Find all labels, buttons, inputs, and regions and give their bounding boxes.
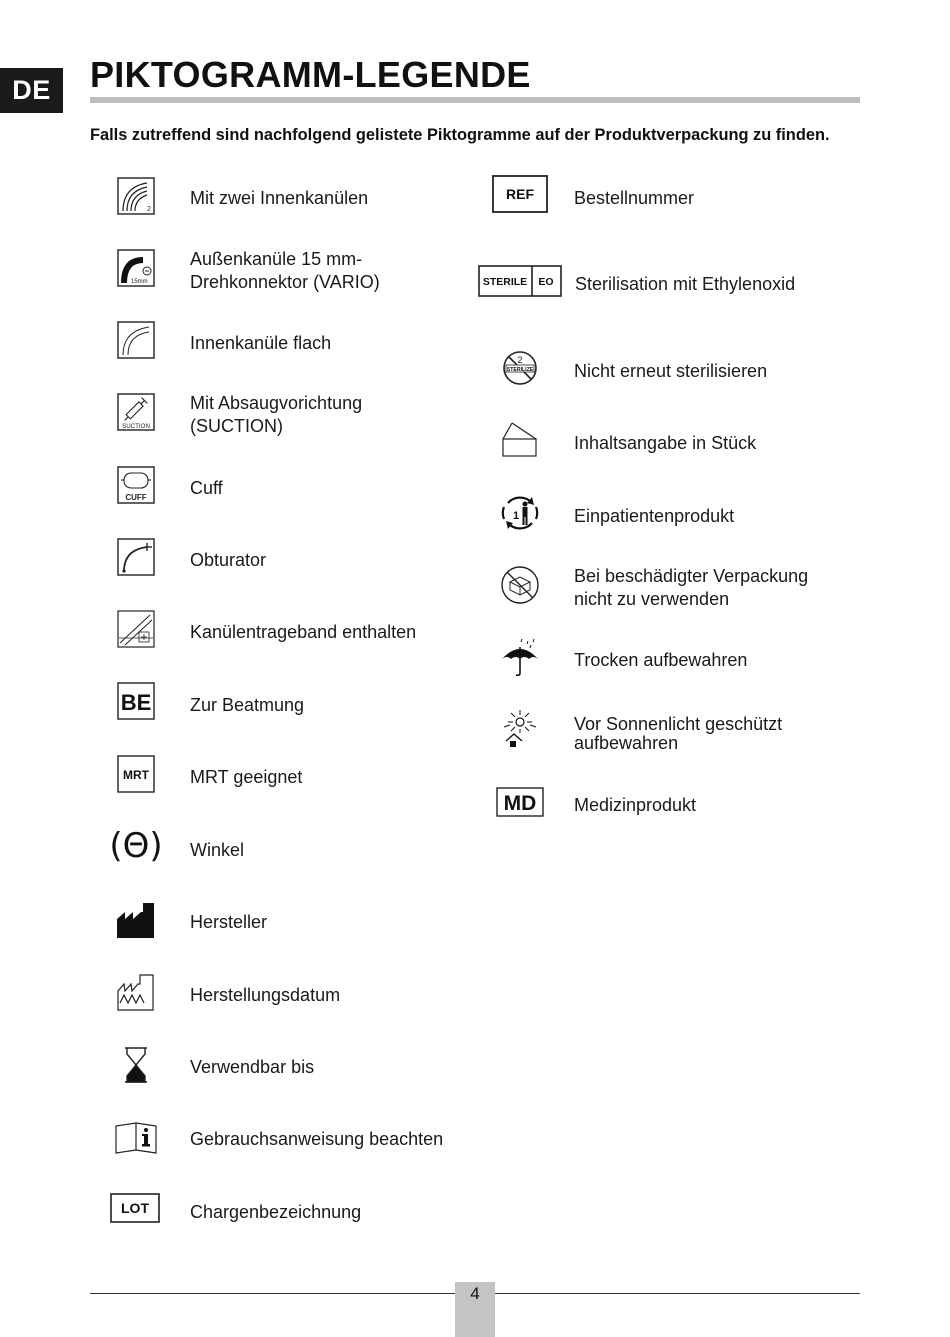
svg-text:REF: REF [506, 186, 534, 202]
two-inner-cannulas-icon [117, 177, 155, 215]
legend-label: Kanülentrageband enthalten [190, 622, 417, 642]
legend-label: Innenkanüle flach [190, 333, 332, 353]
svg-text:LOT: LOT [121, 1200, 149, 1216]
legend-label-line: Drehkonnektor (VARIO) [190, 272, 380, 292]
obturator-icon [117, 538, 155, 576]
legend-label: Cuff [190, 478, 223, 498]
use-by-icon [117, 1046, 155, 1084]
instructions-icon [114, 1120, 158, 1156]
legend-label: Bestellnummer [574, 188, 695, 208]
svg-text:BE: BE [120, 690, 152, 715]
svg-text:1: 1 [512, 510, 520, 522]
svg-text:SUCTION: SUCTION [122, 423, 150, 430]
ref-icon [492, 175, 548, 213]
footer-rule-right [495, 1293, 860, 1294]
ventilation-be-icon [117, 682, 155, 720]
legend-label-line: (SUCTION) [190, 416, 283, 436]
outer-cannula-vario-icon [117, 249, 155, 287]
legend-label: Medizinprodukt [574, 795, 697, 815]
legend-label-line: Vor Sonnenlicht geschützt [574, 714, 783, 734]
svg-text:STERILIZE: STERILIZE [506, 367, 534, 373]
legend-label: Sterilisation mit Ethylenoxid [575, 274, 796, 294]
manufacturing-date-icon [117, 973, 155, 1011]
legend-label [190, 248, 380, 294]
legend-label: Hersteller [190, 912, 268, 932]
legend-label: Einpatientenprodukt [574, 506, 735, 526]
legend-label: Chargenbezeichnung [190, 1202, 362, 1222]
damaged-package-icon [500, 565, 540, 605]
legend-label: Inhaltsangabe in Stück [574, 433, 757, 453]
legend-label: Herstellungsdatum [190, 985, 341, 1005]
legend-label-line: aufbewahren [574, 733, 679, 753]
content-quantity-icon [500, 421, 540, 459]
footer-rule-left [90, 1293, 455, 1294]
angle-icon: (Θ) [109, 826, 163, 866]
svg-text:15mm: 15mm [131, 279, 148, 285]
legend-label [574, 715, 782, 753]
medical-device-icon [496, 787, 544, 817]
cannula-strap-icon [117, 610, 155, 648]
suction-icon [117, 393, 155, 431]
legend-label: Nicht erneut sterilisieren [574, 361, 768, 381]
intro-text: Falls zutreffend sind nachfolgend gelistete Piktogramme auf der Produktverpackung zu finden. [90, 126, 830, 144]
cuff-icon [117, 466, 155, 504]
single-patient-icon [500, 493, 540, 533]
legend-label-line: Außenkanüle 15 mm- [190, 249, 363, 269]
page-number: 4 [455, 1282, 495, 1337]
svg-text:2: 2 [517, 355, 523, 365]
svg-text:MD: MD [503, 792, 537, 815]
language-tab: DE [0, 68, 63, 113]
svg-text:2: 2 [147, 206, 151, 213]
inner-cannula-flat-icon [117, 321, 155, 359]
legend-label: Gebrauchsanweisung beachten [190, 1129, 444, 1149]
svg-text:STERILE: STERILE [482, 276, 528, 288]
do-not-resterilize-icon [500, 349, 540, 387]
sterile-eo-icon [478, 265, 562, 297]
legend-label: Trocken aufbewahren [574, 650, 748, 670]
svg-text:MRT: MRT [123, 768, 149, 782]
svg-text:CUFF: CUFF [125, 493, 147, 502]
manufacturer-icon [117, 901, 155, 939]
legend-label: Verwendbar bis [190, 1057, 315, 1077]
legend-label: Zur Beatmung [190, 695, 305, 715]
legend-label [574, 565, 808, 611]
legend-label-line: Mit Absaugvorichtung [190, 393, 363, 413]
legend-label: MRT geeignet [190, 767, 303, 787]
keep-away-sunlight-icon [500, 709, 540, 751]
legend-label: Mit zwei Innenkanülen [190, 188, 369, 208]
svg-text:EO: EO [538, 276, 554, 288]
lot-icon [110, 1193, 160, 1223]
mri-icon [117, 755, 155, 793]
title-underline [90, 97, 860, 103]
legend-label-line: nicht zu verwenden [574, 589, 730, 609]
keep-dry-icon [500, 637, 540, 677]
legend-label: Obturator [190, 550, 267, 570]
legend-label: Winkel [190, 840, 245, 860]
page-title: PIKTOGRAMM-LEGENDE [90, 54, 531, 95]
legend-label-line: Bei beschädigter Verpackung [574, 566, 809, 586]
legend-label [190, 392, 362, 438]
